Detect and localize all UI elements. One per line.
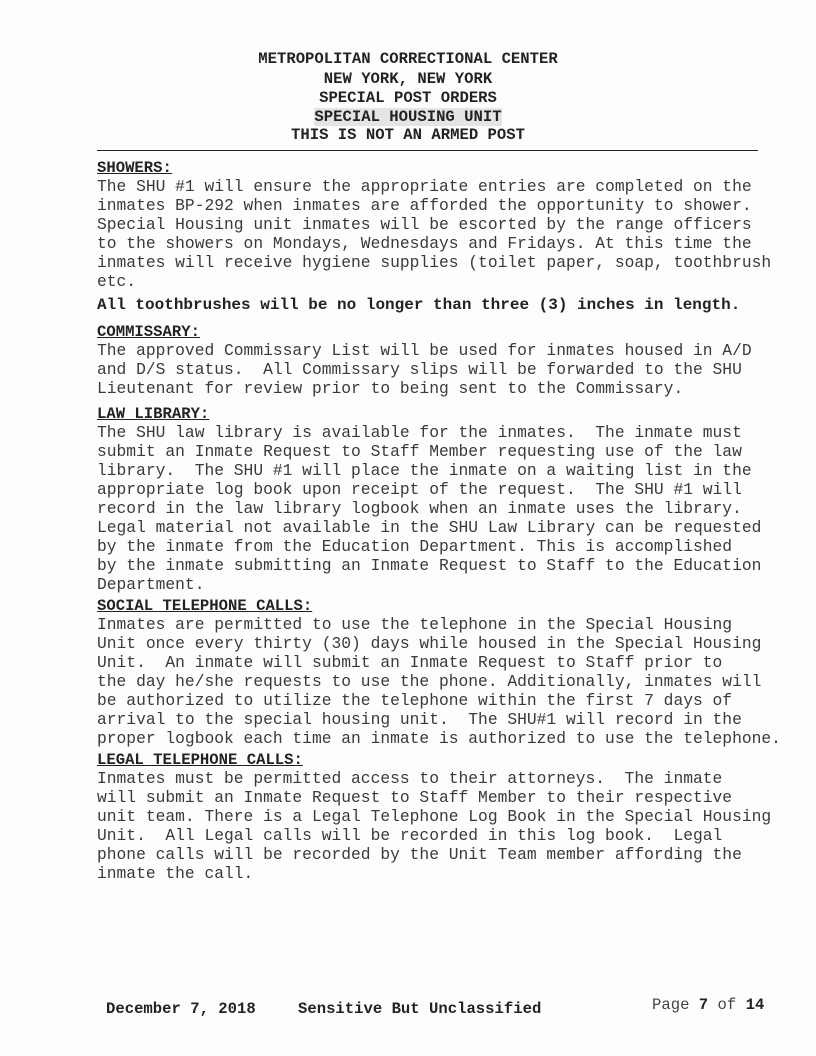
- text-line: be authorized to utilize the telephone within the first 7 days of: [97, 691, 733, 710]
- text-line: Unit. All Legal calls will be recorded in this log book. Legal: [97, 826, 723, 845]
- text-line: to the showers on Mondays, Wednesdays and Fridays. At this time the: [97, 234, 752, 253]
- header-line-1: METROPOLITAN CORRECTIONAL CENTER: [258, 50, 558, 68]
- text-line: by the inmate from the Education Department. This is accomplished: [97, 537, 733, 556]
- text-line: record in the law library logbook when an inmate uses the library.: [97, 499, 742, 518]
- section-heading: LEGAL TELEPHONE CALLS:: [97, 751, 303, 769]
- text-line: library. The SHU #1 will place the inmate on a waiting list in the: [97, 461, 752, 480]
- text-line: Legal material not available in the SHU Law Library can be requested: [97, 518, 762, 537]
- page-of: of: [717, 996, 737, 1014]
- page-total: 14: [745, 996, 765, 1014]
- section-commissary: [97, 324, 797, 398]
- text-line: will submit an Inmate Request to Staff Member to their respective: [97, 788, 733, 807]
- header-line-4: SPECIAL HOUSING UNIT: [314, 108, 502, 126]
- page-label: Page: [652, 996, 690, 1014]
- text-line: by the inmate submitting an Inmate Request to Staff to the Education: [97, 556, 762, 575]
- text-line: inmates will receive hygiene supplies (toilet paper, soap, toothbrush: [97, 253, 772, 272]
- text-line: Lieutenant for review prior to being sent to the Commissary.: [97, 379, 684, 398]
- header-line-2: NEW YORK, NEW YORK: [323, 70, 493, 88]
- section-law-library: [97, 406, 797, 594]
- text-line: phone calls will be recorded by the Unit Team member affording the: [97, 845, 742, 864]
- footer-page-number: [652, 996, 764, 1014]
- text-line: The SHU law library is available for the inmates. The inmate must: [97, 423, 742, 442]
- text-line: Unit once every thirty (30) days while housed in the Special Housing: [97, 634, 762, 653]
- footer-date: December 7, 2018: [106, 1000, 256, 1018]
- section-legal-telephone-calls: [97, 752, 797, 883]
- header-divider: [97, 150, 758, 151]
- text-line: Unit. An inmate will submit an Inmate Request to Staff prior to: [97, 653, 723, 672]
- section-heading: LAW LIBRARY:: [97, 405, 210, 423]
- section-social-telephone-calls: [97, 598, 797, 748]
- text-line: the day he/she requests to use the phone. Additionally, inmates will: [97, 672, 762, 691]
- text-line: appropriate log book upon receipt of the request. The SHU #1 will: [97, 480, 742, 499]
- text-line: submit an Inmate Request to Staff Member requesting use of the law: [97, 442, 742, 461]
- text-line: and D/S status. All Commissary slips will be forwarded to the SHU: [97, 360, 742, 379]
- text-line: unit team. There is a Legal Telephone Log Book in the Special Housing: [97, 807, 772, 826]
- text-line: proper logbook each time an inmate is authorized to use the telephone.: [97, 729, 781, 748]
- footer-classification: Sensitive But Unclassified: [298, 1000, 542, 1018]
- toothbrush-note: All toothbrushes will be no longer than three (3) inches in length.: [97, 296, 741, 314]
- section-heading: SOCIAL TELEPHONE CALLS:: [97, 597, 313, 615]
- text-line: inmates BP-292 when inmates are afforded the opportunity to shower.: [97, 196, 752, 215]
- section-heading: COMMISSARY:: [97, 323, 200, 341]
- text-line: Inmates must be permitted access to their attorneys. The inmate: [97, 769, 723, 788]
- section-showers: [97, 160, 797, 291]
- text-line: Department.: [97, 575, 205, 594]
- text-line: Inmates are permitted to use the telephone in the Special Housing: [97, 615, 733, 634]
- section-heading: SHOWERS:: [97, 159, 172, 177]
- text-line: arrival to the special housing unit. The SHU#1 will record in the: [97, 710, 742, 729]
- text-line: The SHU #1 will ensure the appropriate entries are completed on the: [97, 177, 752, 196]
- page-current: 7: [698, 996, 709, 1014]
- text-line: The approved Commissary List will be used for inmates housed in A/D: [97, 341, 752, 360]
- header-line-3: SPECIAL POST ORDERS: [319, 89, 497, 107]
- text-line: etc.: [97, 272, 137, 291]
- header-line-5: THIS IS NOT AN ARMED POST: [291, 126, 525, 144]
- text-line: inmate the call.: [97, 864, 254, 883]
- text-line: Special Housing unit inmates will be escorted by the range officers: [97, 215, 752, 234]
